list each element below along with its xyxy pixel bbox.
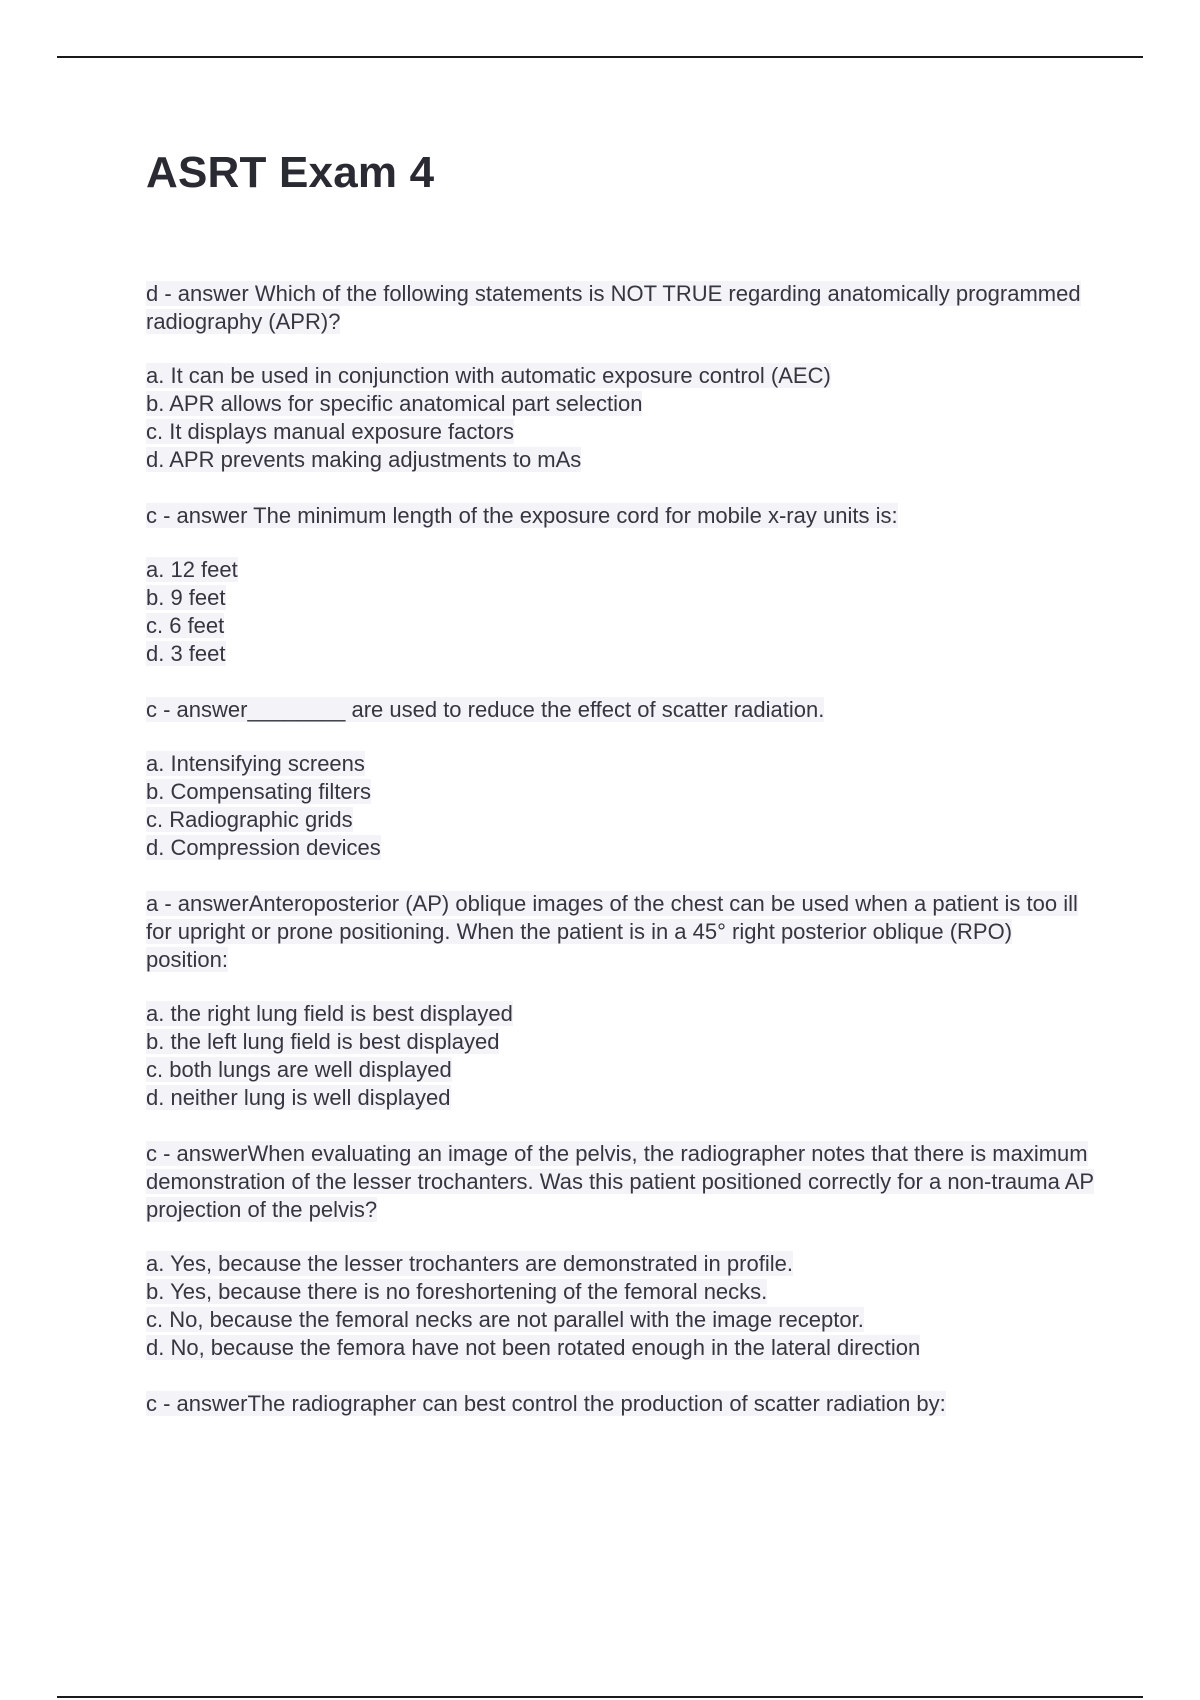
question-3 — [146, 696, 1096, 862]
question-list — [146, 280, 1096, 1418]
answer-option: b. Yes, because there is no foreshortening of the femoral necks. — [146, 1279, 768, 1304]
question-1 — [146, 280, 1096, 474]
question-4 — [146, 890, 1096, 1112]
answer-options — [146, 1250, 1096, 1362]
document-body — [146, 140, 1096, 1446]
answer-option: c. Radiographic grids — [146, 807, 353, 832]
question-text: c - answer The minimum length of the exposure cord for mobile x-ray units is: — [146, 503, 898, 528]
answer-option: a. the right lung field is best displayed — [146, 1001, 513, 1026]
document-title: ASRT Exam 4 — [146, 148, 435, 197]
question-2 — [146, 502, 1096, 668]
answer-option: a. Intensifying screens — [146, 751, 365, 776]
answer-option: c. 6 feet — [146, 613, 225, 638]
answer-options — [146, 556, 1096, 668]
answer-option: c. No, because the femoral necks are not parallel with the image receptor. — [146, 1307, 864, 1332]
answer-option: a. Yes, because the lesser trochanters are demonstrated in profile. — [146, 1251, 793, 1276]
question-text: a - answerAnteroposterior (AP) oblique images of the chest can be used when a patient is too ill for upright or prone positioning. When the patient is in a 45° right posterior oblique (RPO) position: — [146, 891, 1078, 972]
answer-option: a. 12 feet — [146, 557, 238, 582]
answer-option: a. It can be used in conjunction with automatic exposure control (AEC) — [146, 363, 831, 388]
answer-options — [146, 362, 1096, 474]
question-6 — [146, 1390, 1096, 1418]
answer-option: d. No, because the femora have not been rotated enough in the lateral direction — [146, 1335, 921, 1360]
answer-options — [146, 750, 1096, 862]
answer-option: b. Compensating filters — [146, 779, 371, 804]
question-text: d - answer Which of the following statements is NOT TRUE regarding anatomically programmed radiography (APR)? — [146, 281, 1081, 334]
answer-option: d. 3 feet — [146, 641, 226, 666]
answer-option: d. Compression devices — [146, 835, 381, 860]
question-text: c - answerThe radiographer can best control the production of scatter radiation by: — [146, 1391, 946, 1416]
answer-option: b. APR allows for specific anatomical part selection — [146, 391, 643, 416]
answer-option: b. the left lung field is best displayed — [146, 1029, 500, 1054]
answer-option: d. APR prevents making adjustments to mAs — [146, 447, 582, 472]
question-text: c - answerWhen evaluating an image of the pelvis, the radiographer notes that there is maximum demonstration of the lesser trochanters. Was this patient positioned correctly for a non-trauma AP projection of the pelvis? — [146, 1141, 1095, 1222]
answer-option: c. both lungs are well displayed — [146, 1057, 452, 1082]
top-divider — [57, 56, 1143, 58]
answer-option: c. It displays manual exposure factors — [146, 419, 515, 444]
answer-option: d. neither lung is well displayed — [146, 1085, 451, 1110]
bottom-divider — [57, 1696, 1143, 1698]
question-5 — [146, 1140, 1096, 1362]
answer-option: b. 9 feet — [146, 585, 226, 610]
answer-options — [146, 1000, 1096, 1112]
question-text: c - answer________ are used to reduce the effect of scatter radiation. — [146, 697, 825, 722]
